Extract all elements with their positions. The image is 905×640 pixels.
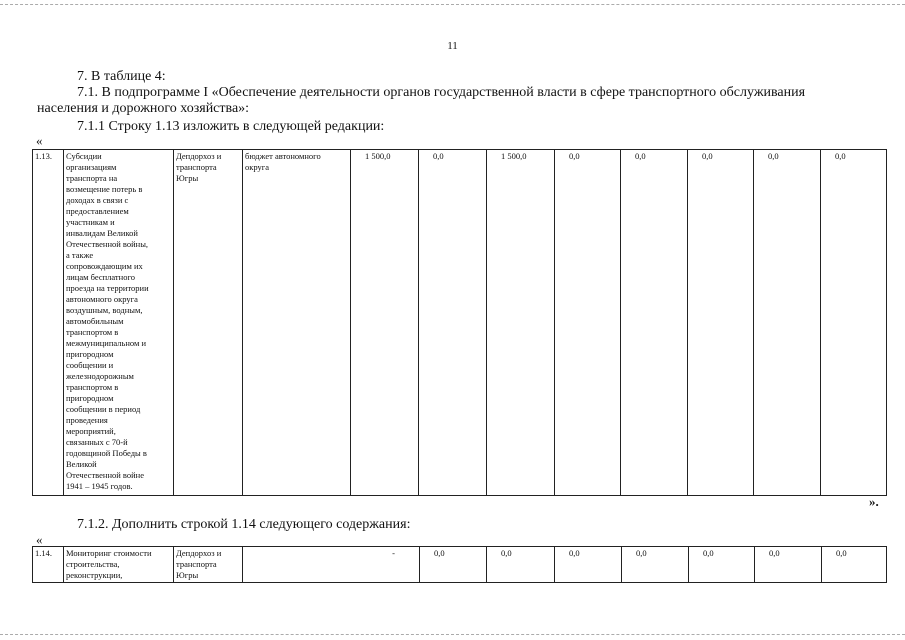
item-7-1-2: 7.1.2. Дополнить строкой 1.14 следующего содержания: [77, 517, 411, 532]
scan-edge-bottom [0, 634, 905, 635]
open-quote-2: « [36, 532, 43, 547]
row-number: 1.13. [33, 150, 64, 496]
scan-edge-top [0, 4, 905, 5]
value-cell: 0,0 [822, 547, 887, 583]
value-cell: 0,0 [555, 547, 622, 583]
value-cell: 0,0 [419, 150, 487, 496]
value-cell: 0,0 [487, 547, 555, 583]
row-description: Мониторинг стоимости строительства, реконструкции, [64, 547, 174, 583]
item-7-1-line1: 7.1. В подпрограмме I «Обеспечение деятельности органов государственной власти в сфере транспортного обслуживания [77, 85, 806, 100]
value-cell: 1 500,0 [351, 150, 419, 496]
table-row-1-13 [32, 149, 887, 496]
open-quote-1: « [36, 133, 43, 148]
row-funding-source: бюджет автономного округа [243, 150, 351, 496]
value-cell: 0,0 [420, 547, 487, 583]
close-quote: ». [869, 494, 879, 509]
value-cell: 0,0 [688, 150, 754, 496]
row-description: Субсидии организациям транспорта на возмещение потерь в доходах в связи с предоставлением участникам и инвалидам Великой Отечественной войны, а также сопровождающим их лицам бесплатного проезда на территории автономного округа воздушным, водным, автомобильным транспортом в межмуниципальном и пригородном сообщении и железнодорожным транспортом в пригородном сообщении в период проведения мероприятий, связанных с 70-й годовщиной Победы в Великой Отечественной войне 1941 – 1945 годов. [64, 150, 174, 496]
row-executor: Депдорхоз и транспорта Югры [174, 547, 243, 583]
row-executor: Депдорхоз и транспорта Югры [174, 150, 243, 496]
value-cell: 0,0 [754, 150, 821, 496]
value-cell: 0,0 [621, 150, 688, 496]
section-title: 7. В таблице 4: [77, 69, 166, 84]
table-row-1-14 [32, 546, 887, 583]
value-cell: 0,0 [755, 547, 822, 583]
value-cell: 0,0 [622, 547, 689, 583]
page-number: 11 [447, 40, 458, 52]
value-cell: 0,0 [689, 547, 755, 583]
row-number: 1.14. [33, 547, 64, 583]
value-cell: 0,0 [821, 150, 887, 496]
item-7-1-line2: населения и дорожного хозяйства»: [37, 101, 250, 116]
value-cell: 0,0 [555, 150, 621, 496]
item-7-1-1: 7.1.1 Строку 1.13 изложить в следующей редакции: [77, 119, 385, 134]
value-cell: 1 500,0 [487, 150, 555, 496]
value-cell: - [243, 547, 420, 583]
